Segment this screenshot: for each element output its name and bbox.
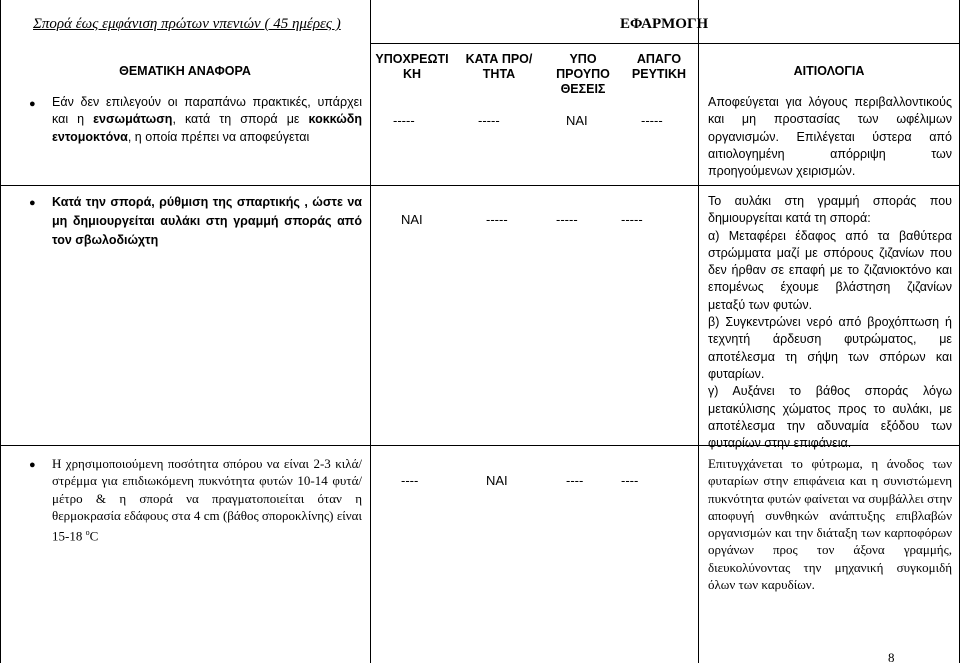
mark-recommended: ----- [478,113,500,128]
justification-paragraph: γ) Αυξάνει το βάθος σποράς λόγω μετακύλισης χώματος προς το αυλάκι, με αποτέλεσμα την αδυναμία εξόδου των φυταρίων στην επιφάνεια. [708,384,952,451]
justification-text: Αποφεύγεται για λόγους περιβαλλοντικούς και μη προστασίας των ωφέλιμων οργανισμών. Επιλέγεται ύστερα από αιτιολογημένη απόρριψη των προηγούμενων χειρισμών. [708,95,952,179]
mark-forbidden: ---- [621,473,639,488]
mark-mandatory: ---- [401,473,419,488]
column-header-recommended: ΚΑΤΑ ΠΡΟ/ΤΗΤΑ [465,52,533,81]
justification-paragraph: Το αυλάκι στη γραμμή σποράς που δημιουργείται κατά τη σπορά: [708,194,952,226]
bullet-icon: ● [29,459,36,471]
page-number: 8 [888,650,895,665]
mark-mandatory: ΝΑΙ [401,212,423,227]
application-heading: ΕΦΑΡΜΟΓΗ [620,16,709,32]
mark-recommended: ----- [486,212,508,227]
reference-text: Η χρησιμοποιούμενη ποσότητα σπόρου να είναι 2-3 κιλά/στρέμμα για επιδιωκόμενη πυκνότητα φυτών 10-14 φυτά/μέτρο & η σπορά να πραγματοποιείται όταν η θερμοκρασία εδάφους στα 4 cm (βάθος σπoροκλίνης) είναι 15-18 $^o$C [52,456,362,544]
mark-conditional: ΝΑΙ [566,113,588,128]
column-header-mandatory: ΥΠΟΧΡΕΩΤΙ ΚΗ [375,52,449,81]
column-divider [370,0,371,663]
bullet-icon: ● [29,98,36,110]
column-header-forbidden: ΑΠΑΓΟ ΡΕΥΤΙΚΗ [631,52,687,81]
table-border-left [0,0,1,663]
column-divider [698,0,699,663]
mark-mandatory: ----- [393,113,415,128]
mark-conditional: ---- [566,473,584,488]
justification-text: Επιτυγχάνεται το φύτρωμα, η άνοδος των φυταρίων στην επιφάνεια και η συνιστώμενη πυκνότητα φυτών φαίνεται να συμβάλλει στην αποφυγή συνθηκών ανάπτυξης επιβλαβών οργανισμών και την διάταξη των καρποφόρων οργάνων προς τον άξονα γραμμής, διευκολύνοντας την μηχανική συγκομιδή όλων των καρυδίων. [708,456,952,593]
justification-paragraph: β) Συγκεντρώνει νερό από βροχόπτωση ή τεχνητή άρδευση φυτρώματος, με αποτέλεσμα τη σήψη των σπόρων και φυταρίων. [708,315,952,381]
section-title: Σπορά έως εμφάνιση πρώτων νπενιών ( 45 ημέρες ) [33,16,341,32]
column-header-reference: ΘΕΜΑΤΙΚΗ ΑΝΑΦΟΡΑ [119,64,251,78]
justification-text [708,193,952,452]
mark-recommended: ΝΑΙ [486,473,508,488]
mark-conditional: ----- [556,212,578,227]
reference-text: Κατά την σπορά, ρύθμιση της σπαρτικής , ώστε να μη δημιουργείται αυλάκι στη γραμμή σποράς από τον σβωλοδιώχτη [52,195,362,247]
bullet-icon: ● [29,197,36,209]
justification-paragraph: α) Μεταφέρει έδαφος από τα βαθύτερα στρώμματα μαζί με σπόρους ζιζανίων που δεν ήρθαν σε επαφή με το ζιζανιοκτόνο και επομένως έχουμε βλάστηση ζιζανίων μεταξύ των φυτών. [708,228,952,312]
mark-forbidden: ----- [621,212,643,227]
column-header-conditional: ΥΠΟ ΠΡΟΥΠΟ ΘΕΣΕΙΣ [556,52,610,96]
row-divider [0,185,960,186]
header-divider [370,43,960,44]
mark-forbidden: ----- [641,113,663,128]
reference-text: Εάν δεν επιλεγούν οι παραπάνω πρακτικές, υπάρχει και η ενσωμάτωση, κατά τη σπορά με κοκκώδη εντομοκτόνα, η οποία πρέπει να αποφεύγεται [52,95,363,144]
column-header-justification: ΑΙΤΙΟΛΟΓΙΑ [793,64,865,78]
